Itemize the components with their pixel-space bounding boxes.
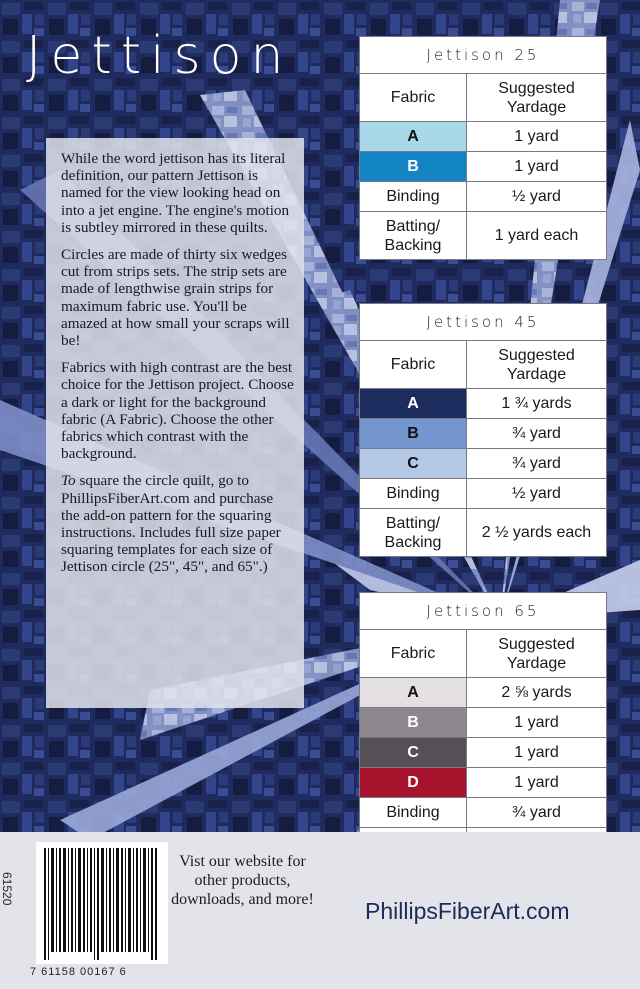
barcode	[18, 842, 168, 982]
table-cell: 2 ⅝ yards	[467, 678, 607, 708]
visit-website-text: Vist our website for other products, downloads, and more!	[171, 853, 314, 908]
column-header-yardage: Suggested Yardage	[467, 630, 607, 678]
website-link[interactable]: PhillipsFiberArt.com	[365, 898, 570, 924]
column-header-yardage: Suggested Yardage	[467, 74, 607, 122]
table-cell: Batting/ Backing	[360, 212, 467, 260]
table-cell: 1 yard	[467, 152, 607, 182]
table-cell: Binding	[360, 798, 467, 828]
jettison-45-table	[359, 303, 607, 557]
table-title: Jettison 65	[360, 593, 607, 630]
column-header-fabric: Fabric	[360, 74, 467, 122]
table-cell: 1 yard	[467, 122, 607, 152]
table-cell: ½ yard	[467, 182, 607, 212]
table-cell: 1 yard	[467, 738, 607, 768]
table-cell: 1 ¾ yards	[467, 389, 607, 419]
fabric-b-swatch: B	[360, 708, 467, 738]
fabric-a-swatch: A	[360, 389, 467, 419]
fabric-d-swatch: D	[360, 768, 467, 798]
pattern-title: Jettison	[26, 26, 293, 86]
fabric-c-swatch: C	[360, 738, 467, 768]
table-cell: Batting/ Backing	[360, 509, 467, 557]
table-cell: ¾ yard	[467, 798, 607, 828]
table-cell: ¾ yard	[467, 419, 607, 449]
fabric-b-swatch: B	[360, 419, 467, 449]
column-header-yardage: Suggested Yardage	[467, 341, 607, 389]
column-header-fabric: Fabric	[360, 341, 467, 389]
fabric-a-swatch: A	[360, 122, 467, 152]
description-paragraph-3: Fabrics with high contrast are the best choice for the Jettison project. Choose a dark or light for the background fabric (A Fabric). Choose the other fabrics which contrast with the background.	[61, 359, 294, 463]
table-title: Jettison 45	[360, 304, 607, 341]
table-cell: ¾ yard	[467, 449, 607, 479]
table-cell: Binding	[360, 479, 467, 509]
description-lead-word: To	[61, 472, 76, 490]
table-cell: ½ yard	[467, 479, 607, 509]
table-cell: 1 yard	[467, 768, 607, 798]
description-panel	[46, 138, 304, 708]
description-paragraph-2: Circles are made of thirty six wedges cut from strips sets. The strip sets are made of lengthwise grain strips for maximum fabric use. You'll be amazed at how small your scraps will be!	[61, 246, 290, 350]
table-cell: 2 ½ yards each	[467, 509, 607, 557]
product-code: 61520	[0, 872, 14, 906]
table-cell: Binding	[360, 182, 467, 212]
fabric-b-swatch: B	[360, 152, 467, 182]
fabric-c-swatch: C	[360, 449, 467, 479]
description-paragraph-4	[61, 472, 294, 575]
table-title: Jettison 25	[360, 37, 607, 74]
table-cell: 1 yard	[467, 708, 607, 738]
table-cell: 1 yard each	[467, 212, 607, 260]
column-header-fabric: Fabric	[360, 630, 467, 678]
jettison-25-table	[359, 36, 607, 260]
barcode-digits: 7 61158 00167 6	[30, 966, 127, 978]
description-paragraph-1: While the word jettison has its literal definition, our pattern Jettison is named for the view looking head on into a jet engine. The engine's motion is subtley mirrored in these quilts.	[61, 150, 290, 236]
description-paragraph-4-text: square the circle quilt, go to PhillipsFiberArt.com and purchase the add-on pattern for the squaring instructions. Includes full size paper squaring templates for each size of Jettison circle (25", 45", and 65".)	[61, 472, 281, 576]
fabric-a-swatch: A	[360, 678, 467, 708]
